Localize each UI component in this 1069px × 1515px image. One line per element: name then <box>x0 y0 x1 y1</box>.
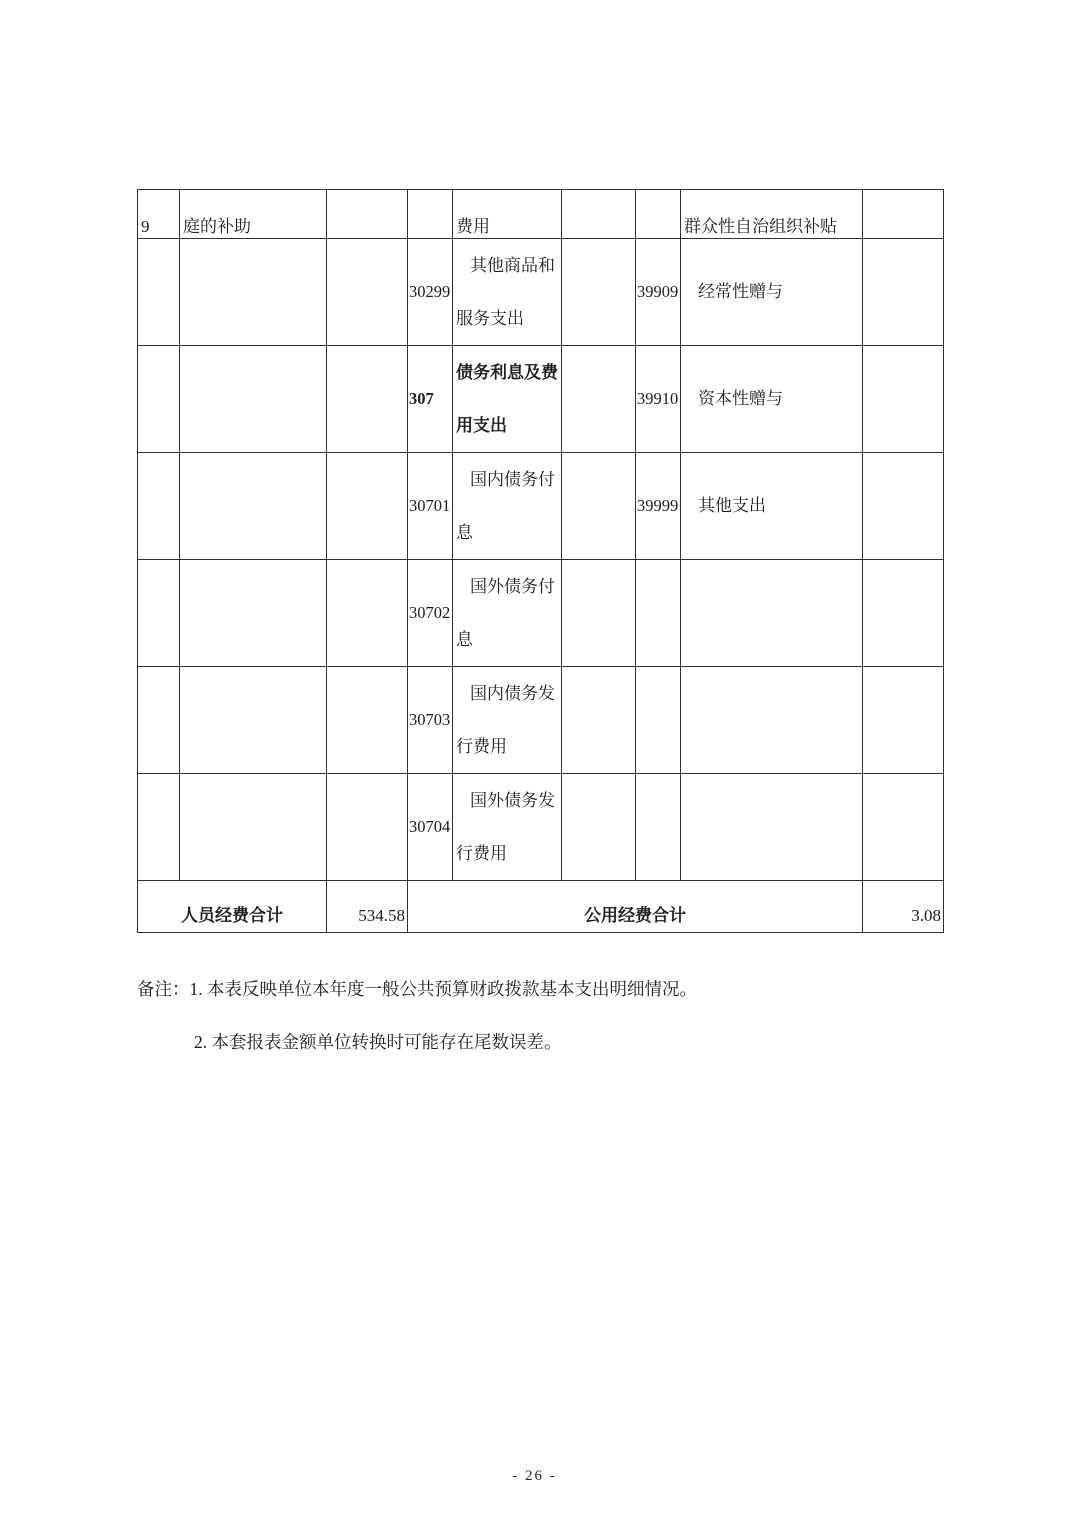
cell-seq <box>138 774 180 881</box>
cell-personnel-amount <box>327 453 408 560</box>
table-row <box>138 346 944 453</box>
cell-amount-b <box>863 190 944 239</box>
cell-personnel-item <box>180 774 327 881</box>
cell-code-a: 30703 <box>408 667 453 774</box>
cell-amount-b <box>863 346 944 453</box>
cell-amount-a <box>562 453 636 560</box>
cell-personnel-item: 庭的补助 <box>180 190 327 239</box>
cell-code-b: 39999 <box>636 453 681 560</box>
cell-amount-b <box>863 239 944 346</box>
cell-personnel-item <box>180 667 327 774</box>
cell-personnel-item <box>180 453 327 560</box>
cell-code-b <box>636 560 681 667</box>
cell-item-b: 其他支出 <box>681 453 863 560</box>
cell-personnel-amount <box>327 667 408 774</box>
cell-seq: 人员经费合计 <box>138 881 327 933</box>
cell-item-a: 国内债务发 行费用 <box>453 667 562 774</box>
cell-item-a: 其他商品和 服务支出 <box>453 239 562 346</box>
cell-seq <box>138 560 180 667</box>
table-row <box>138 190 944 239</box>
cell-code-a: 30702 <box>408 560 453 667</box>
cell-code-b <box>636 774 681 881</box>
cell-amount-a <box>562 346 636 453</box>
cell-amount-b: 3.08 <box>863 881 944 933</box>
cell-item-b <box>681 560 863 667</box>
budget-table <box>137 189 944 933</box>
cell-item-a: 债务利息及费 用支出 <box>453 346 562 453</box>
cell-code-b <box>636 667 681 774</box>
cell-amount-a <box>562 774 636 881</box>
cell-personnel-item <box>180 346 327 453</box>
cell-item-a: 费用 <box>453 190 562 239</box>
cell-seq <box>138 239 180 346</box>
note-line-1: 备注：1. 本表反映单位本年度一般公共预算财政拨款基本支出明细情况。 <box>137 979 697 999</box>
cell-personnel-amount <box>327 560 408 667</box>
cell-amount-b <box>863 774 944 881</box>
cell-seq: 9 <box>138 190 180 239</box>
cell-item-b: 经常性赠与 <box>681 239 863 346</box>
cell-item-a: 国外债务付 息 <box>453 560 562 667</box>
page-number: - 26 - <box>512 1468 557 1484</box>
cell-item-a: 国外债务发 行费用 <box>453 774 562 881</box>
cell-code-b: 39909 <box>636 239 681 346</box>
cell-code-a: 公用经费合计 <box>408 881 863 933</box>
cell-code-b <box>636 190 681 239</box>
table-row <box>138 667 944 774</box>
cell-personnel-amount <box>327 346 408 453</box>
cell-personnel-item <box>180 239 327 346</box>
table-row <box>138 881 944 933</box>
table-row <box>138 774 944 881</box>
cell-code-a: 30299 <box>408 239 453 346</box>
cell-amount-b <box>863 560 944 667</box>
cell-personnel-amount <box>327 239 408 346</box>
cell-personnel-amount: 534.58 <box>327 881 408 933</box>
cell-amount-b <box>863 667 944 774</box>
cell-personnel-amount <box>327 190 408 239</box>
cell-item-b <box>681 667 863 774</box>
cell-code-b: 39910 <box>636 346 681 453</box>
cell-code-a: 30701 <box>408 453 453 560</box>
cell-item-b <box>681 774 863 881</box>
cell-code-a: 307 <box>408 346 453 453</box>
cell-seq <box>138 667 180 774</box>
cell-item-b: 资本性赠与 <box>681 346 863 453</box>
cell-item-a: 国内债务付 息 <box>453 453 562 560</box>
table-row <box>138 239 944 346</box>
cell-item-b: 群众性自治组织补贴 <box>681 190 863 239</box>
cell-amount-a <box>562 239 636 346</box>
cell-amount-a <box>562 560 636 667</box>
cell-seq <box>138 346 180 453</box>
cell-personnel-item <box>180 560 327 667</box>
cell-code-a <box>408 190 453 239</box>
cell-amount-a <box>562 667 636 774</box>
note-line-2: 2. 本套报表金额单位转换时可能存在尾数误差。 <box>194 1032 562 1052</box>
cell-personnel-amount <box>327 774 408 881</box>
cell-seq <box>138 453 180 560</box>
cell-amount-b <box>863 453 944 560</box>
table-row <box>138 560 944 667</box>
cell-amount-a <box>562 190 636 239</box>
table-row <box>138 453 944 560</box>
cell-code-a: 30704 <box>408 774 453 881</box>
